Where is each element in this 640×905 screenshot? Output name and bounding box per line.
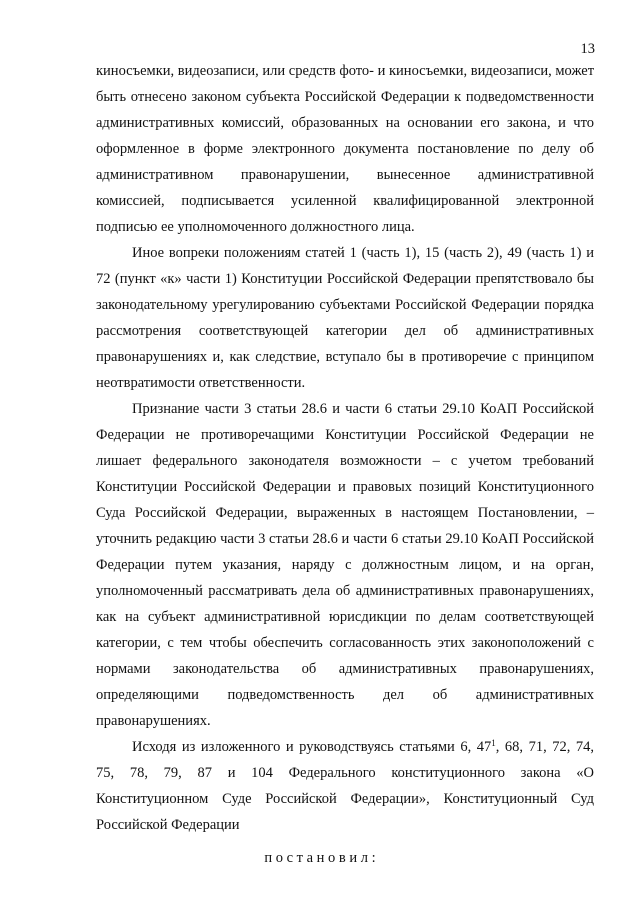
- text-line: Конституции Российской Федерации и правовых позиций Конституционного: [96, 479, 594, 495]
- body-text: [96, 58, 594, 838]
- text-line: определяющими подведомственность дел об административных: [96, 687, 594, 703]
- paragraph-1: [96, 58, 594, 240]
- text-line: Федерации не противоречащими Конституции Российской Федерации не: [96, 427, 594, 443]
- resolution-heading: п о с т а н о в и л :: [264, 850, 376, 866]
- text-line: 75, 78, 79, 87 и 104 Федерального конституционного закона «О: [96, 765, 594, 781]
- text-line: нормами законодательства об административных правонарушениях,: [96, 661, 594, 677]
- text-line: Федерации путем указания, наряду с должностным лицом, и на орган,: [96, 557, 594, 573]
- text-line: правонарушениях и, как следствие, вступало бы в противоречие с принципом: [96, 349, 594, 365]
- text-line: Иное вопреки положениям статей 1 (часть 1), 15 (часть 2), 49 (часть 1) и: [132, 245, 594, 261]
- text-line: оформленное в форме электронного документа постановление по делу об: [96, 141, 594, 157]
- text-line: Суда Российской Федерации, выраженных в настоящем Постановлении, –: [96, 505, 594, 521]
- text-line: комиссией, подписывается усиленной квалифицированной электронной: [96, 193, 594, 209]
- text-line: 72 (пункт «к» части 1) Конституции Российской Федерации препятствовало бы: [96, 271, 594, 287]
- text-line: уполномоченный рассматривать дела об административных правонарушениях,: [96, 583, 594, 599]
- text-line: Российской Федерации: [96, 817, 240, 833]
- text-line: правонарушениях.: [96, 713, 211, 729]
- text-segment: Исходя из изложенного и руководствуясь статьями 6, 47: [132, 739, 492, 755]
- paragraph-4: [96, 734, 594, 838]
- text-line: административном правонарушении, вынесенное административной: [96, 167, 594, 183]
- text-line: рассмотрения соответствующей категории дел об административных: [96, 323, 594, 339]
- text-line: категории, с тем чтобы обеспечить согласованность этих законоположений с: [96, 635, 594, 651]
- text-line: уточнить редакцию части 3 статьи 28.6 и части 6 статьи 29.10 КоАП Российской: [96, 531, 594, 547]
- text-line: Признание части 3 статьи 28.6 и части 6 статьи 29.10 КоАП Российской: [132, 401, 594, 417]
- paragraph-2: [96, 240, 594, 396]
- text-line: лишает федерального законодателя возможности – с учетом требований: [96, 453, 594, 469]
- text-line: [96, 734, 594, 760]
- page-number: 13: [580, 41, 595, 57]
- text-line: Конституционном Суде Российской Федерации», Конституционный Суд: [96, 791, 594, 807]
- superscript: 1: [491, 738, 496, 748]
- paragraph-3: [96, 396, 594, 734]
- text-line: неотвратимости ответственности.: [96, 375, 306, 391]
- text-line: киносъемки, видеозаписи, или средств фото- и киносъемки, видеозаписи, может: [96, 63, 595, 79]
- text-line: административных комиссий, образованных на основании его закона, и что: [96, 115, 594, 131]
- text-segment: , 68, 71, 72, 74,: [495, 739, 595, 755]
- text-line: быть отнесено законом субъекта Российской Федерации к подведомственности: [96, 89, 594, 105]
- text-line: как на субъект административной юрисдикции по делам соответствующей: [96, 609, 594, 625]
- text-line: законодательному урегулированию субъектами Российской Федерации порядка: [96, 297, 594, 313]
- text-line: подписью ее уполномоченного должностного лица.: [96, 219, 415, 235]
